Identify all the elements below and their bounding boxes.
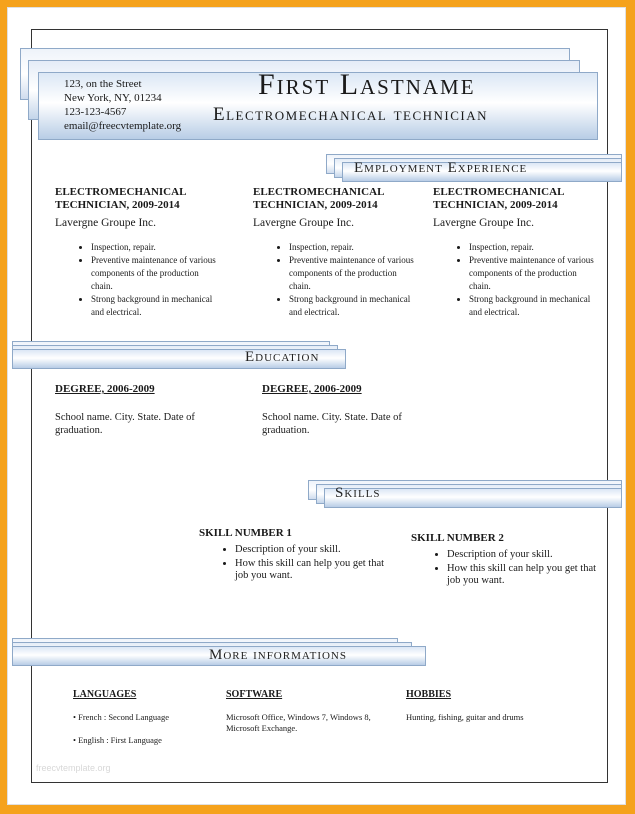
company-name: Lavergne Groupe Inc. bbox=[55, 217, 157, 229]
languages-heading: LANGUAGES bbox=[73, 689, 137, 700]
contact-info bbox=[64, 77, 181, 133]
page-frame bbox=[31, 29, 608, 783]
list-item: • How this skill can help you get that job you want. bbox=[447, 563, 607, 587]
phone: 123-123-4567 bbox=[64, 106, 127, 118]
list-item: • How this skill can help you get that job you want. bbox=[235, 558, 395, 582]
list-item: • Description of your skill. bbox=[235, 544, 395, 556]
education-heading: Education bbox=[245, 349, 320, 365]
school-1: School name. City. State. Date of graduation. bbox=[55, 412, 195, 436]
degree-2: DEGREE, 2006-2009 bbox=[262, 383, 362, 395]
language-1: • French : Second Language bbox=[73, 712, 169, 722]
address-line2: New York, NY, 01234 bbox=[64, 92, 162, 104]
hobbies-heading: HOBBIES bbox=[406, 689, 452, 700]
job-title-line1: ELECTROMECHANICAL bbox=[55, 186, 187, 198]
job-title-line2: TECHNICIAN, 2009-2014 bbox=[55, 199, 180, 211]
watermark: freecvtemplate.org bbox=[36, 763, 111, 773]
company-name: Lavergne Groupe Inc. bbox=[253, 217, 355, 229]
list-item: • Preventive maintenance of various components of the production chain. bbox=[469, 254, 599, 293]
list-item: • Strong background in mechanical and electrical. bbox=[469, 293, 599, 319]
candidate-name: First Lastname bbox=[258, 68, 476, 101]
skill-1-list bbox=[199, 544, 395, 584]
job-title-line2: TECHNICIAN, 2009-2014 bbox=[433, 199, 558, 211]
duties-list bbox=[273, 241, 419, 319]
more-heading: More informations bbox=[209, 647, 347, 663]
language-2: • English : First Language bbox=[73, 735, 162, 745]
software-heading: SOFTWARE bbox=[226, 689, 283, 700]
list-item: • Inspection, repair. bbox=[289, 241, 419, 254]
skill-2-title: SKILL NUMBER 2 bbox=[411, 532, 504, 544]
degree-1: DEGREE, 2006-2009 bbox=[55, 383, 155, 395]
list-item: • Description of your skill. bbox=[447, 549, 607, 561]
list-item: • Strong background in mechanical and electrical. bbox=[289, 293, 419, 319]
list-item: • Preventive maintenance of various components of the production chain. bbox=[91, 254, 221, 293]
school-2: School name. City. State. Date of graduation. bbox=[262, 412, 402, 436]
skill-1-title: SKILL NUMBER 1 bbox=[199, 527, 292, 539]
duties-list bbox=[453, 241, 599, 319]
duties-list bbox=[75, 241, 221, 319]
list-item: • Inspection, repair. bbox=[469, 241, 599, 254]
list-item: • Inspection, repair. bbox=[91, 241, 221, 254]
software-list: Microsoft Office, Windows 7, Windows 8, Microsoft Exchange. bbox=[226, 712, 371, 733]
candidate-job-title: Electromechanical technician bbox=[213, 104, 489, 125]
skills-heading: Skills bbox=[335, 485, 381, 501]
list-item: • Preventive maintenance of various components of the production chain. bbox=[289, 254, 419, 293]
email[interactable]: email@freecvtemplate.org bbox=[64, 120, 182, 132]
hobbies-list: Hunting, fishing, guitar and drums bbox=[406, 712, 524, 722]
company-name: Lavergne Groupe Inc. bbox=[433, 217, 535, 229]
skill-2-list bbox=[411, 549, 607, 589]
job-title-line1: ELECTROMECHANICAL bbox=[253, 186, 385, 198]
list-item: • Strong background in mechanical and electrical. bbox=[91, 293, 221, 319]
job-title-line2: TECHNICIAN, 2009-2014 bbox=[253, 199, 378, 211]
address-line1: 123, on the Street bbox=[64, 78, 142, 90]
employment-heading: Employment Experience bbox=[354, 160, 528, 176]
job-title-line1: ELECTROMECHANICAL bbox=[433, 186, 565, 198]
